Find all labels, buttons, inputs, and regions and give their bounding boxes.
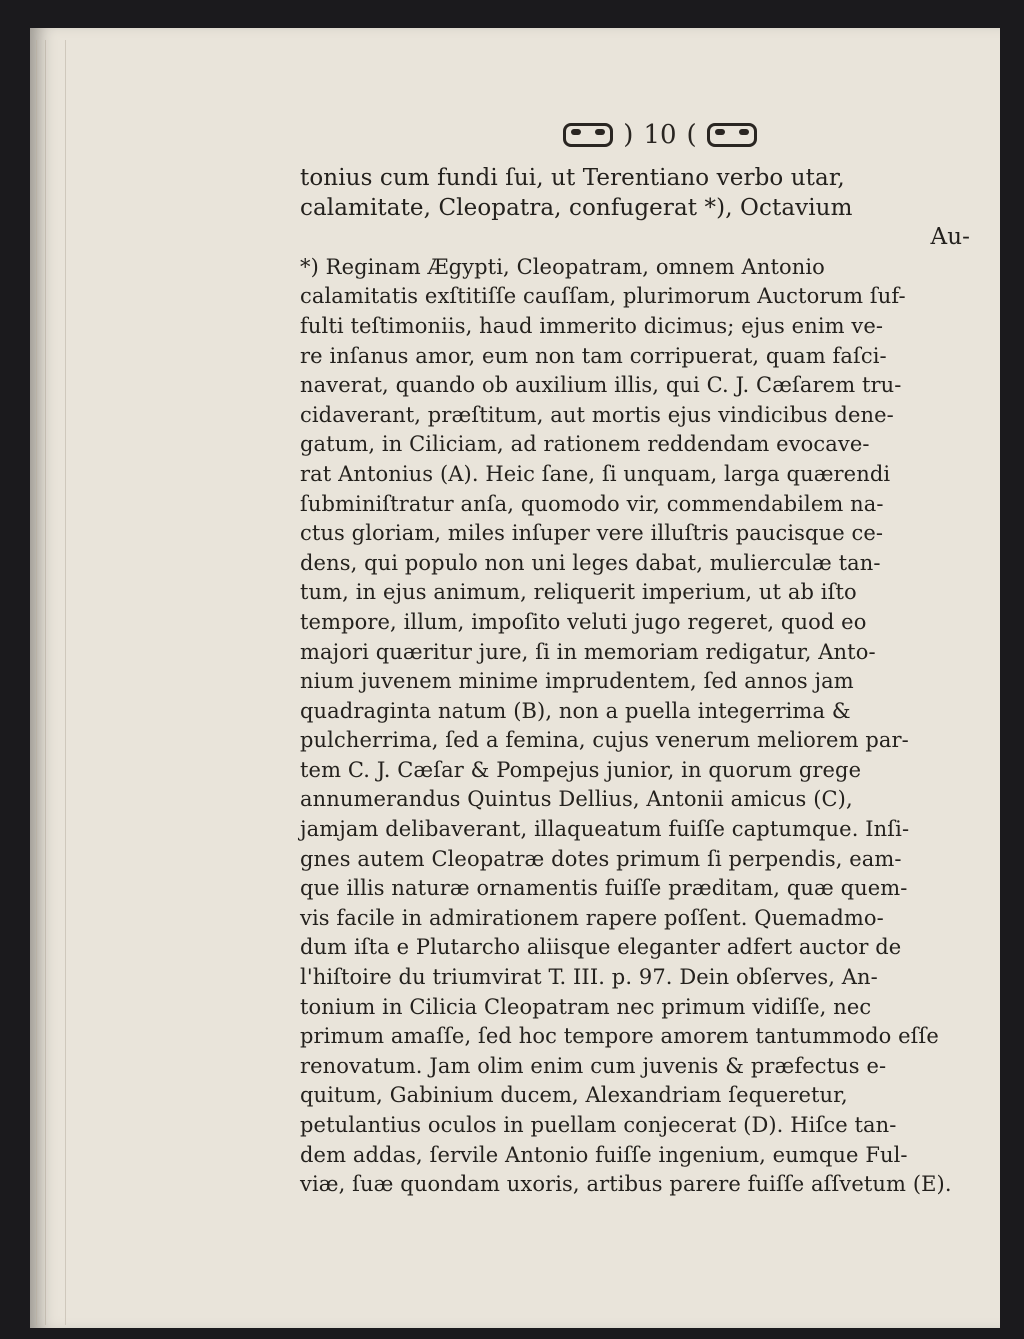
footnote-line: gnes autem Cleopatræ dotes primum ſi perpendis, eam- xyxy=(300,846,902,871)
catchword: Au- xyxy=(930,224,970,251)
footnote-line: cidaverant, præſtitum, aut mortis ejus vindicibus dene- xyxy=(300,402,894,427)
footnote-line: fulti teſtimoniis, haud immerito dicimus; ejus enim ve- xyxy=(300,313,884,338)
footnote-line: quadraginta natum (B), non a puella integerrima & xyxy=(300,698,851,723)
footnote-line: viæ, ſuæ quondam uxoris, artibus parere fuiſſe aſſvetum (E). xyxy=(300,1172,952,1197)
footnote-line: *) Reginam Ægypti, Cleopatram, omnem Antonio xyxy=(300,254,825,279)
footnote-line: pulcherrima, ſed a femina, cujus venerum meliorem par- xyxy=(300,728,909,753)
footnote-line: l'hiſtoire du triumvirat T. III. p. 97. Dein obſerves, An- xyxy=(300,965,878,990)
footnote-line: ſubminiſtratur anſa, quomodo vir, commendabilem na- xyxy=(300,491,884,516)
page-number: 10 xyxy=(643,120,677,150)
body-text xyxy=(300,164,970,1200)
page-stack-edges xyxy=(36,40,66,1325)
text-line: calamitate, Cleopatra, confugerat *), Octavium xyxy=(300,194,853,221)
footnote-line: nium juvenem minime imprudentem, ſed annos jam xyxy=(300,669,854,694)
footnote-line: rat Antonius (A). Heic ſane, ſi unquam, larga quærendi xyxy=(300,461,891,486)
footnote-line: jamjam delibaverant, illaqueatum fuiſſe captumque. Inſi- xyxy=(300,817,910,842)
footnote-line: naverat, quando ob auxilium illis, qui C. J. Cæſarem tru- xyxy=(300,373,902,398)
right-paren: ( xyxy=(686,120,697,150)
footnote-line: dem addas, ſervile Antonio fuiſſe ingenium, eumque Ful- xyxy=(300,1142,908,1167)
text-line: tonius cum fundi ſui, ut Terentiano verbo utar, xyxy=(300,165,845,191)
footnote-line: gatum, in Ciliciam, ad rationem reddendam evocave- xyxy=(300,432,870,457)
left-ornament-icon xyxy=(563,123,613,147)
footnote-line: annumerandus Quintus Dellius, Antonii amicus (C), xyxy=(300,787,853,812)
footnote-line: calamitatis exſtitiſſe cauſſam, plurimorum Auctorum ſuf- xyxy=(300,284,906,309)
footnote-line: tonium in Cilicia Cleopatram nec primum vidiſſe, nec xyxy=(300,994,872,1019)
footnote-line: dum iſta e Plutarcho aliisque eleganter adfert auctor de xyxy=(300,935,902,960)
footnote-line: quitum, Gabinium ducem, Alexandriam ſequeretur, xyxy=(300,1083,848,1108)
right-ornament-icon xyxy=(707,123,757,147)
footnote-line: que illis naturæ ornamentis fuiſſe præditam, quæ quem- xyxy=(300,876,908,901)
footnote xyxy=(300,253,970,1200)
footnote-line: vis facile in admirationem rapere poſſent. Quemadmo- xyxy=(300,905,884,930)
footnote-line: majori quæritur jure, ſi in memoriam redigatur, Anto- xyxy=(300,639,876,664)
footnote-line: re inſanus amor, eum non tam corripuerat, quam faſci- xyxy=(300,343,887,368)
running-header xyxy=(525,115,795,155)
left-paren: ) xyxy=(623,120,634,150)
footnote-line: primum amaſſe, ſed hoc tempore amorem tantummodo eſſe xyxy=(300,1024,939,1049)
footnote-line: tem C. J. Cæſar & Pompejus junior, in quorum grege xyxy=(300,757,862,782)
footnote-line: ctus gloriam, miles inſuper vere illuſtris paucisque ce- xyxy=(300,521,884,546)
footnote-line: dens, qui populo non uni leges dabat, mulierculæ tan- xyxy=(300,550,881,575)
footnote-line: renovatum. Jam olim enim cum juvenis & præfectus e- xyxy=(300,1053,887,1078)
footnote-line: tempore, illum, impoſito veluti jugo regeret, quod eo xyxy=(300,609,867,634)
footnote-line: petulantius oculos in puellam conjecerat (D). Hiſce tan- xyxy=(300,1113,897,1137)
footnote-line: tum, in ejus animum, reliquerit imperium, ut ab iſto xyxy=(300,580,857,605)
